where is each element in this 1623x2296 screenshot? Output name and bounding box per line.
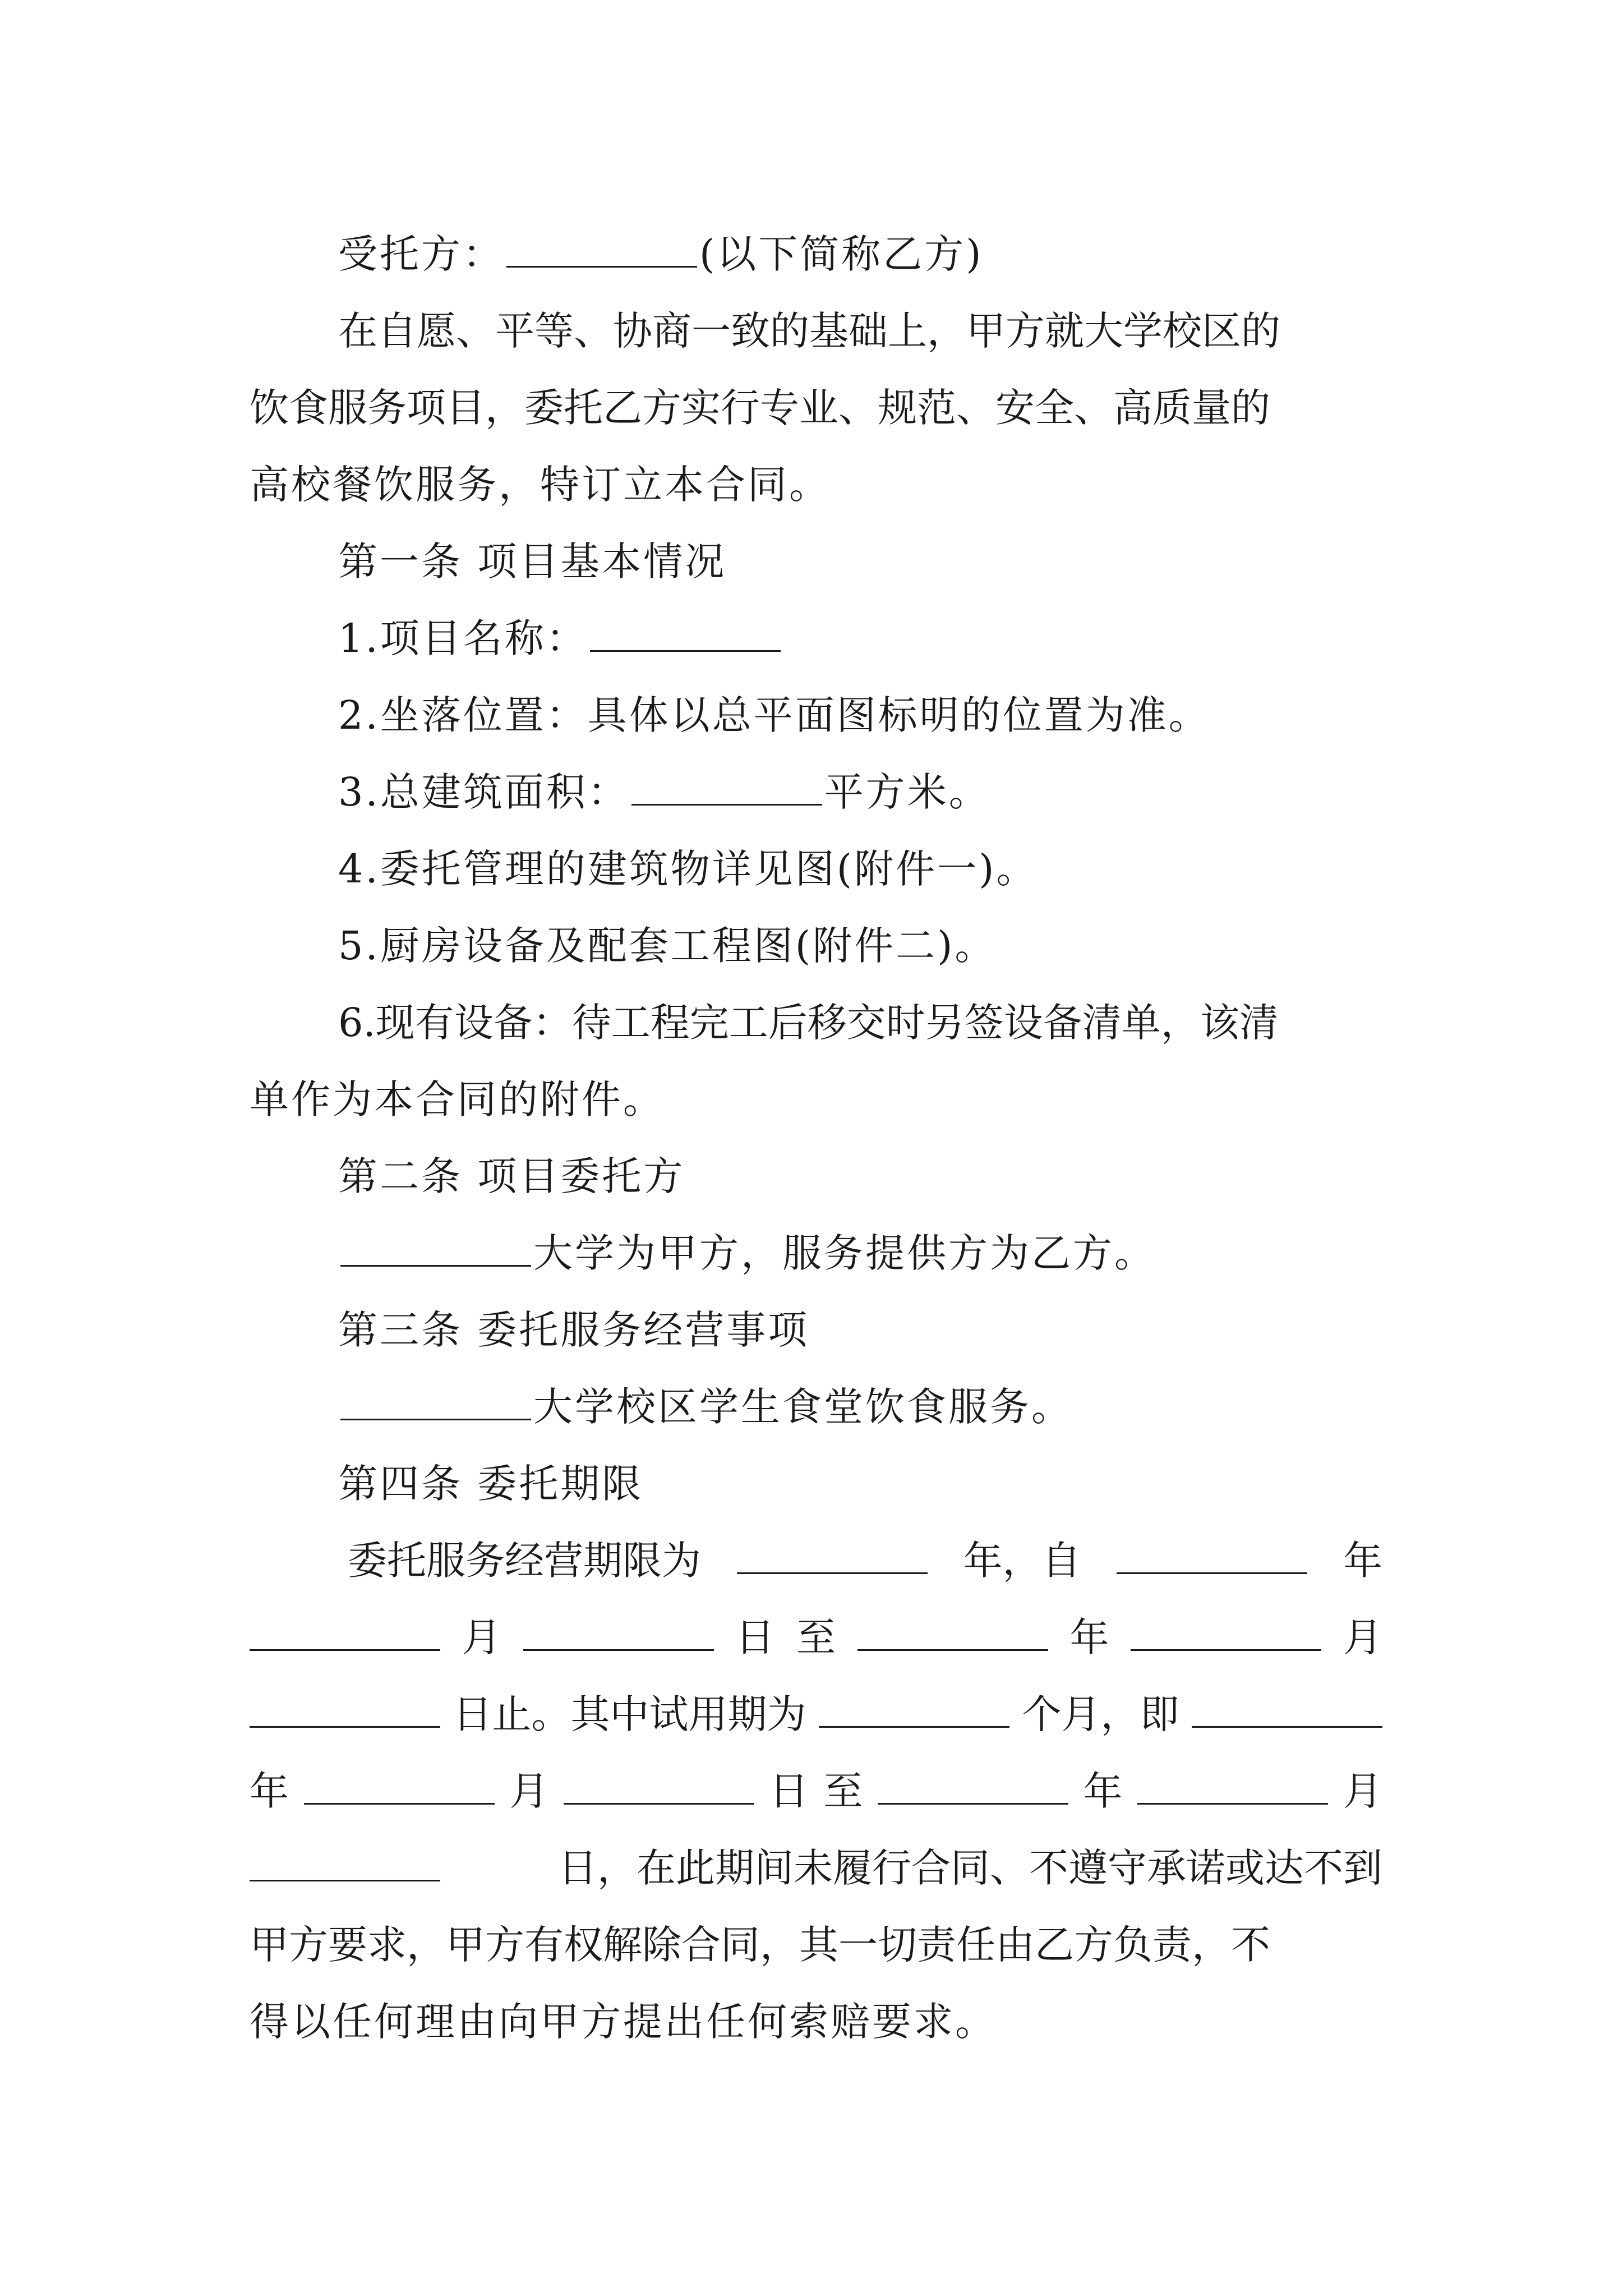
term-line-1	[250, 1522, 1382, 1599]
item-6-text-2: 单作为本合同的附件。	[250, 1076, 665, 1122]
term-text-6: 甲方要求，甲方有权解除合同，其一切责任由乙方负责，不	[250, 1922, 1270, 1968]
university-blank-1	[340, 1264, 531, 1267]
term-line-7	[250, 1984, 1382, 2060]
term-line-6	[250, 1907, 1382, 1984]
trial-end-year-word: 年	[1083, 1768, 1123, 1814]
article-2-text: 大学为甲方，服务提供方为乙方。	[533, 1230, 1156, 1276]
start-month-word: 月	[462, 1614, 501, 1660]
item-3	[250, 754, 1382, 831]
contract-page	[250, 216, 1382, 2060]
trial-start-day-blank	[564, 1802, 754, 1805]
trial-months-blank	[819, 1725, 1009, 1728]
to-word: 至	[796, 1614, 836, 1660]
article-3-text: 大学校区学生食堂饮食服务。	[533, 1384, 1073, 1430]
trustee-label: 受托方：	[338, 231, 504, 277]
end-year-word: 年	[1069, 1614, 1109, 1660]
term-years-blank	[737, 1571, 928, 1574]
end-day-blank	[250, 1725, 440, 1728]
article-2-heading	[250, 1138, 1382, 1215]
item-2-text: 2.坐落位置：具体以总平面图标明的位置为准。	[338, 692, 1210, 738]
item-5	[250, 908, 1382, 984]
item-6-text-1: 6.现有设备：待工程完工后移交时另签设备清单，该清	[338, 1000, 1279, 1046]
preamble-text-3: 高校餐饮服务，特订立本合同。	[250, 462, 831, 508]
trial-to-word: 至	[823, 1768, 863, 1814]
item-6-line-2	[250, 1061, 1382, 1138]
start-day-blank	[523, 1648, 714, 1651]
item-4-text: 4.委托管理的建筑物详见图(附件一)。	[338, 846, 1038, 892]
article-2-body	[250, 1215, 1382, 1292]
term-year-from: 年，自	[963, 1538, 1081, 1584]
item-3-unit: 平方米。	[824, 769, 990, 815]
trial-end-day-blank	[250, 1879, 440, 1881]
term-line-5	[250, 1830, 1382, 1907]
preamble-text-1: 在自愿、平等、协商一致的基础上，甲方就大学校区的	[338, 308, 1280, 354]
trial-start-day-word: 日	[769, 1768, 809, 1814]
article-1-title: 第一条 项目基本情况	[338, 539, 727, 585]
article-1-heading	[250, 523, 1382, 600]
article-4-heading	[250, 1446, 1382, 1522]
term-label: 委托服务经营期限为	[348, 1538, 701, 1584]
article-4-title: 第四条 委托期限	[338, 1461, 644, 1507]
preamble-text-2: 饮食服务项目，委托乙方实行专业、规范、安全、高质量的	[250, 385, 1270, 431]
term-line-2	[250, 1599, 1382, 1676]
trial-end-month-word: 月	[1343, 1768, 1382, 1814]
item-2	[250, 677, 1382, 754]
trial-start-month-word: 月	[509, 1768, 549, 1814]
article-3-body	[250, 1369, 1382, 1446]
item-1-label: 1.项目名称：	[338, 615, 588, 661]
item-1	[250, 600, 1382, 677]
term-text-7: 得以任何理由向甲方提出任何索赔要求。	[250, 1999, 997, 2045]
article-3-heading	[250, 1292, 1382, 1369]
preamble-line-1	[250, 293, 1382, 370]
preamble-line-3	[250, 447, 1382, 523]
term-line-4	[250, 1753, 1382, 1830]
preamble-line-2	[250, 370, 1382, 447]
start-year-blank	[1117, 1571, 1307, 1574]
end-month-blank	[1131, 1648, 1321, 1651]
trustee-line	[250, 216, 1382, 293]
start-year-word: 年	[1343, 1538, 1382, 1584]
trial-end-month-blank	[1137, 1802, 1328, 1805]
university-blank-2	[340, 1418, 531, 1420]
end-month-word: 月	[1343, 1614, 1382, 1660]
start-month-blank	[250, 1648, 440, 1651]
trial-start-month-blank	[304, 1802, 495, 1805]
trustee-note: (以下简称乙方)	[699, 231, 984, 277]
area-blank	[631, 803, 822, 806]
trial-start-year-word: 年	[250, 1768, 289, 1814]
trial-period-label: 日止。其中试用期为	[453, 1691, 806, 1737]
trial-end-year-blank	[878, 1802, 1068, 1805]
trustee-blank	[506, 265, 697, 268]
project-name-blank	[590, 649, 781, 652]
item-3-label: 3.总建筑面积：	[338, 769, 629, 815]
trial-start-year-blank	[1192, 1725, 1382, 1728]
end-year-blank	[857, 1648, 1048, 1651]
term-line-3	[250, 1676, 1382, 1753]
term-text-5: 日，在此期间未履行合同、不遵守承诺或达不到	[558, 1845, 1382, 1891]
item-6-line-1	[250, 984, 1382, 1061]
article-2-title: 第二条 项目委托方	[338, 1153, 685, 1199]
start-day-word: 日	[735, 1614, 775, 1660]
item-5-text: 5.厨房设备及配套工程图(附件二)。	[338, 923, 997, 969]
trial-months-word: 个月，即	[1022, 1691, 1179, 1737]
article-3-title: 第三条 委托服务经营事项	[338, 1307, 810, 1353]
item-4	[250, 831, 1382, 908]
